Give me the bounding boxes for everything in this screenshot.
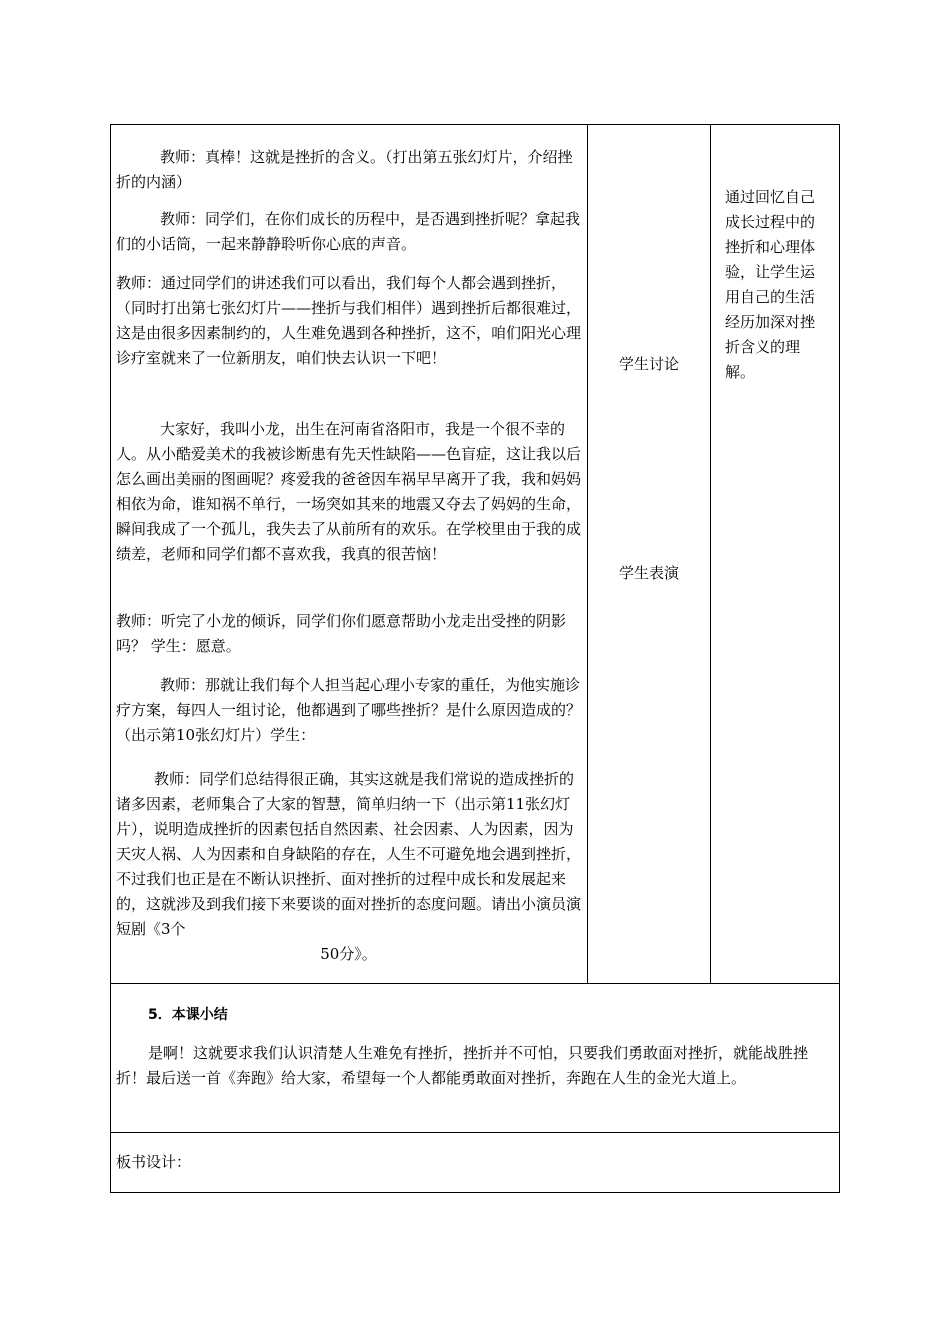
lesson-table [110, 124, 840, 1193]
paragraph-narration: 教师：通过同学们的讲述我们可以看出，我们每个人都会遇到挫折，（同时打出第七张幻灯片——挫折与我们相伴）遇到挫折后都很难过，这是由很多因素制约的，人生难免遇到各种挫折，这不，咱们阳光心理诊疗室就来了一位新朋友，咱们快去认识一下吧！ [116, 274, 582, 367]
board-design-row [111, 1133, 839, 1192]
paragraph-summary-factors: 教师：同学们总结得很正确，其实这就是我们常说的造成挫折的诸多因素，老师集合了大家的智慧，简单归纳一下（出示第11张幻灯片），说明造成挫折的因素包括自然因素、社会因素、人为因素，因为天灾人祸、人为因素和自身缺陷的存在，人生不可避免地会遇到挫折，不过我们也正是在不断认识挫折、面对挫折的过程中成长和发展起来的，这就涉及到我们接下来要谈的面对挫折的态度问题。请出小演员演短剧《3个 [116, 770, 582, 938]
summary-row [111, 984, 839, 1133]
paragraph-meaning: 教师：真棒！这就是挫折的含义。（打出第五张幻灯片，介绍挫折的内涵） [116, 148, 573, 191]
paragraph-end: 50分》。 [320, 945, 377, 963]
design-intent-text: 通过回忆自己成长过程中的挫折和心理体验，让学生运用自己的生活经历加深对挫折含义的理解。 [725, 188, 816, 381]
summary-title: 5．本课小结 [148, 1007, 228, 1023]
activity-discuss: 学生讨论 [618, 355, 679, 373]
student-activity-cell [588, 125, 711, 983]
activity-perform: 学生表演 [618, 564, 679, 582]
summary-body: 是啊！这就要求我们认识清楚人生难免有挫折，挫折并不可怕，只要我们勇敢面对挫折，就能战胜挫折！最后送一首《奔跑》给大家，希望每一个人都能勇敢面对挫折，奔跑在人生的金光大道上。 [116, 1044, 809, 1087]
paragraph-xiaolong-story: 大家好，我叫小龙，出生在河南省洛阳市，我是一个很不幸的人。从小酷爱美术的我被诊断患有先天性缺陷——色盲症，这让我以后怎么画出美丽的图画呢？疼爱我的爸爸因车祸早早离开了我，我和妈妈相依为命，谁知祸不单行，一场突如其来的地震又夺去了妈妈的生命，瞬间我成了一个孤儿，我失去了从前所有的欢乐。在学校里由于我的成绩差，老师和同学们都不喜欢我，我真的很苦恼！ [116, 420, 582, 563]
paragraph-discussion: 教师：那就让我们每个人担当起心理小专家的重任，为他实施诊疗方案，每四人一组讨论，他都遇到了哪些挫折？是什么原因造成的？（出示第10张幻灯片）学生： [116, 676, 582, 744]
paragraph-question: 教师：同学们，在你们成长的历程中，是否遇到挫折呢？拿起我们的小话筒，一起来静静聆听你心底的声音。 [116, 210, 581, 253]
lesson-row [111, 125, 839, 984]
paragraph-help-question: 教师：听完了小龙的倾诉，同学们你们愿意帮助小龙走出受挫的阴影吗？ 学生：愿意。 [116, 612, 567, 655]
design-intent-cell [711, 125, 839, 983]
board-design-label: 板书设计： [116, 1153, 192, 1171]
teaching-process-cell [111, 125, 588, 983]
